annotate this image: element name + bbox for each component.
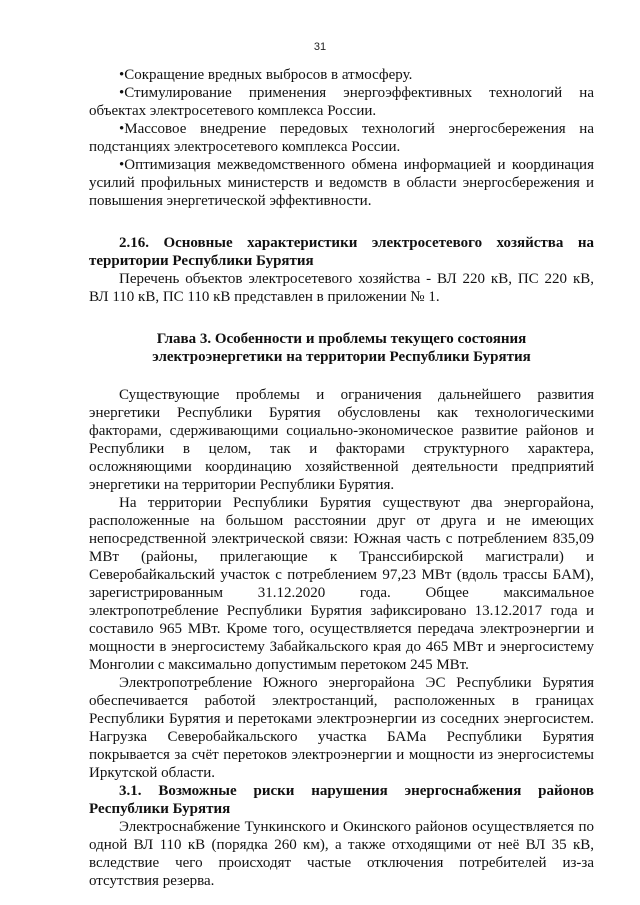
spacer: [89, 210, 594, 234]
section-heading-2-16: 2.16. Основные характеристики электросетевого хозяйства на территории Республики Бурятия: [89, 235, 594, 269]
page-content: [89, 66, 594, 890]
bullet-item-4: •Оптимизация межведомственного обмена информацией и координация усилий профильных министерств и ведомств в области энергосбережения и повышения энергетической эффективности.: [89, 157, 594, 209]
section-3-1-text: Электроснабжение Тункинского и Окинского районов осуществляется по одной ВЛ 110 кВ (порядка 260 км), а также отходящими от неё ВЛ 35 кВ, вследствие чего происходят частые отключения потребителей из-за отсутствия резерва.: [89, 819, 594, 889]
bullet-item-3: •Массовое внедрение передовых технологий энергосбережения на подстанциях электросетевого комплекса России.: [89, 121, 594, 155]
chapter-heading-line-1: Глава 3. Особенности и проблемы текущего состояния: [156, 331, 527, 347]
bullet-item-2: •Стимулирование применения энергоэффективных технологий на объектах электросетевого комплекса России.: [89, 85, 594, 119]
spacer: [89, 366, 594, 386]
section-2-16-text: Перечень объектов электросетевого хозяйства - ВЛ 220 кВ, ПС 220 кВ, ВЛ 110 кВ, ПС 110 кВ представлен в приложении № 1.: [89, 271, 594, 305]
chapter-3-paragraph-3: Электропотребление Южного энергорайона ЭС Республики Бурятия обеспечивается работой электростанций, расположенных в границах Республики Бурятия и перетоками электроэнергии из соседних энергосистем. Нагрузка Северобайкальского участка БАМа Республики Бурятия покрывается за счёт перетоков электроэнергии и мощности из энергосистемы Иркутской области.: [89, 675, 594, 781]
chapter-heading-line-2: электроэнергетики на территории Республики Бурятия: [152, 349, 531, 365]
chapter-3-paragraph-2: На территории Республики Бурятия существуют два энергорайона, расположенные на большом расстоянии друг от друга и не имеющих непосредственной электрической связи: Южная часть с потреблением 835,09 МВт (районы, прилегающие к Транссибирской магистрали) и Северобайкальский участок с потреблением 97,23 МВт (вдоль трассы БАМ), зарегистрированным 31.12.2020 года. Общее максимальное электропотребление Республики Бурятия зафиксировано 13.12.2017 года и составило 965 МВт. Кроме того, осуществляется передача электроэнергии и мощности в энергосистему Забайкальского края до 465 МВт и энергосистему Монголии с максимально допустимым перетоком 245 МВт.: [89, 495, 594, 673]
chapter-3-paragraph-1: Существующие проблемы и ограничения дальнейшего развития энергетики Республики Бурятия обусловлены как технологическими факторами, сдерживающими социально-экономическое развитие районов и Республики в целом, так и факторами структурного характера, осложняющими координацию хозяйственной деятельности предприятий энергетики на территории Республики Бурятия.: [89, 387, 594, 493]
spacer: [89, 306, 594, 330]
page-number: 31: [313, 41, 327, 53]
section-heading-3-1: 3.1. Возможные риски нарушения энергоснабжения районов Республики Бурятия: [89, 783, 594, 817]
bullet-item-1: •Сокращение вредных выбросов в атмосферу.: [119, 67, 413, 83]
